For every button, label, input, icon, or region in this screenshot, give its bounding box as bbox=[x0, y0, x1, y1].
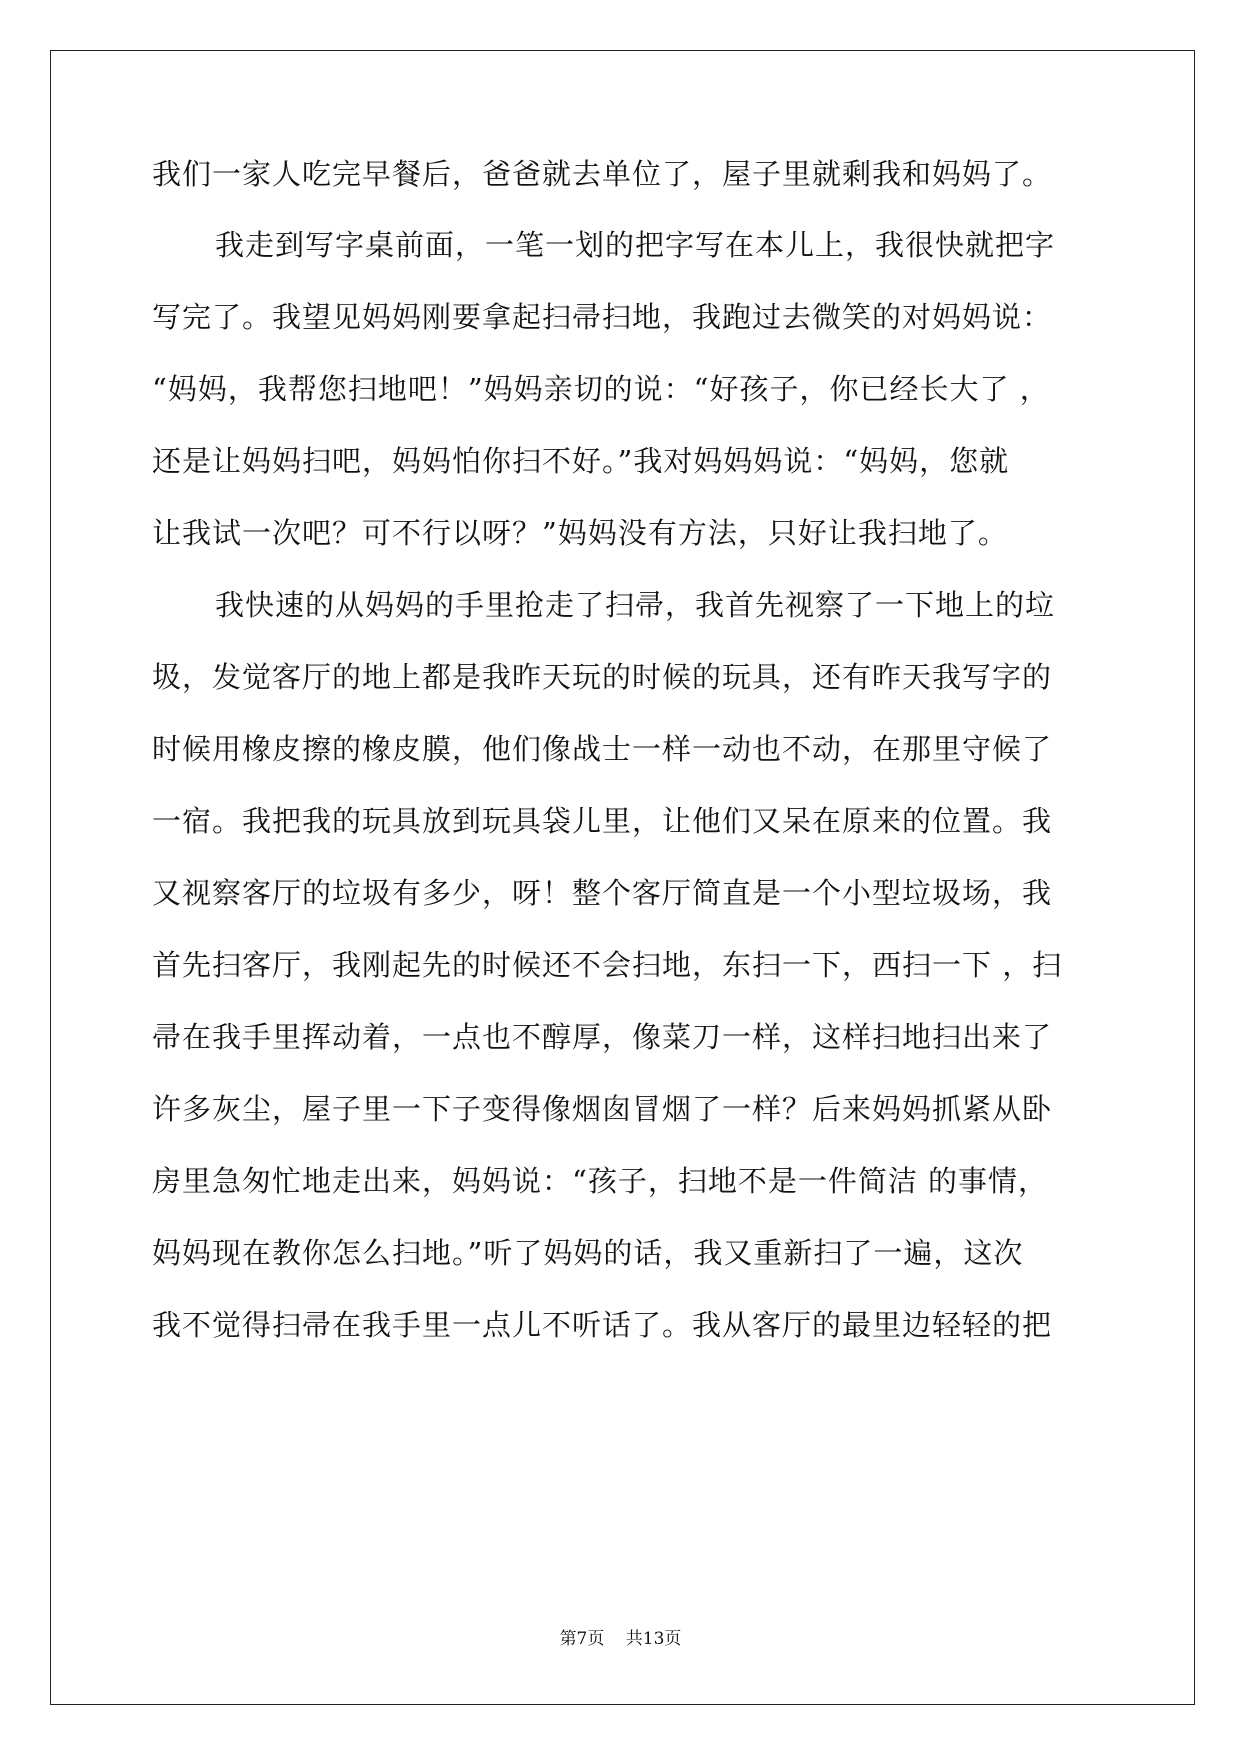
text-line: 还是让妈妈扫吧，妈妈怕你扫不好。”我对妈妈妈说：“妈妈，您就 bbox=[152, 444, 1010, 478]
text-line: 妈妈现在教你怎么扫地。”听了妈妈的话，我又重新扫了一遍，这次 bbox=[152, 1236, 1024, 1270]
text-line: 我们一家人吃完早餐后，爸爸就去单位了，屋子里就剩我和妈妈了。 bbox=[152, 157, 1053, 191]
text-line: 房里急匆忙地走出来，妈妈说：“孩子，扫地不是一件简洁 的事情， bbox=[152, 1164, 1049, 1198]
text-line: 时候用橡皮擦的橡皮膜，他们像战士一样一动也不动，在那里守候了 bbox=[152, 732, 1053, 766]
text-line: 又视察客厅的垃圾有多少，呀！整个客厅简直是一个小型垃圾场，我 bbox=[152, 876, 1053, 910]
text-line: 我不觉得扫帚在我手里一点儿不听话了。我从客厅的最里边轻轻的把 bbox=[152, 1308, 1053, 1342]
page-total: 共13页 bbox=[625, 1629, 682, 1649]
text-line: 写完了。我望见妈妈刚要拿起扫帚扫地，我跑过去微笑的对妈妈说： bbox=[152, 300, 1053, 334]
text-line: 圾，发觉客厅的地上都是我昨天玩的时候的玩具，还有昨天我写字的 bbox=[152, 660, 1053, 694]
text-line: 让我试一次吧？可不行以呀？”妈妈没有方法，只好让我扫地了。 bbox=[152, 516, 1008, 550]
text-line: 首先扫客厅，我刚起先的时候还不会扫地，东扫一下，西扫一下 ，扫 bbox=[152, 948, 1063, 982]
page-number: 第7页 bbox=[559, 1629, 605, 1649]
text-line: “妈妈，我帮您扫地吧！”妈妈亲切的说：“好孩子，你已经长大了 ， bbox=[152, 372, 1050, 406]
text-line: 我快速的从妈妈的手里抢走了扫帚，我首先视察了一下地上的垃 bbox=[215, 588, 1056, 622]
text-line: 许多灰尘，屋子里一下子变得像烟囱冒烟了一样？后来妈妈抓紧从卧 bbox=[152, 1092, 1053, 1126]
page-footer bbox=[0, 1627, 1241, 1651]
text-line: 我走到写字桌前面，一笔一划的把字写在本儿上，我很快就把字 bbox=[215, 228, 1056, 262]
text-line: 一宿。我把我的玩具放到玩具袋儿里，让他们又呆在原来的位置。我 bbox=[152, 804, 1053, 838]
text-line: 帚在我手里挥动着，一点也不醇厚，像菜刀一样，这样扫地扫出来了 bbox=[152, 1020, 1053, 1054]
